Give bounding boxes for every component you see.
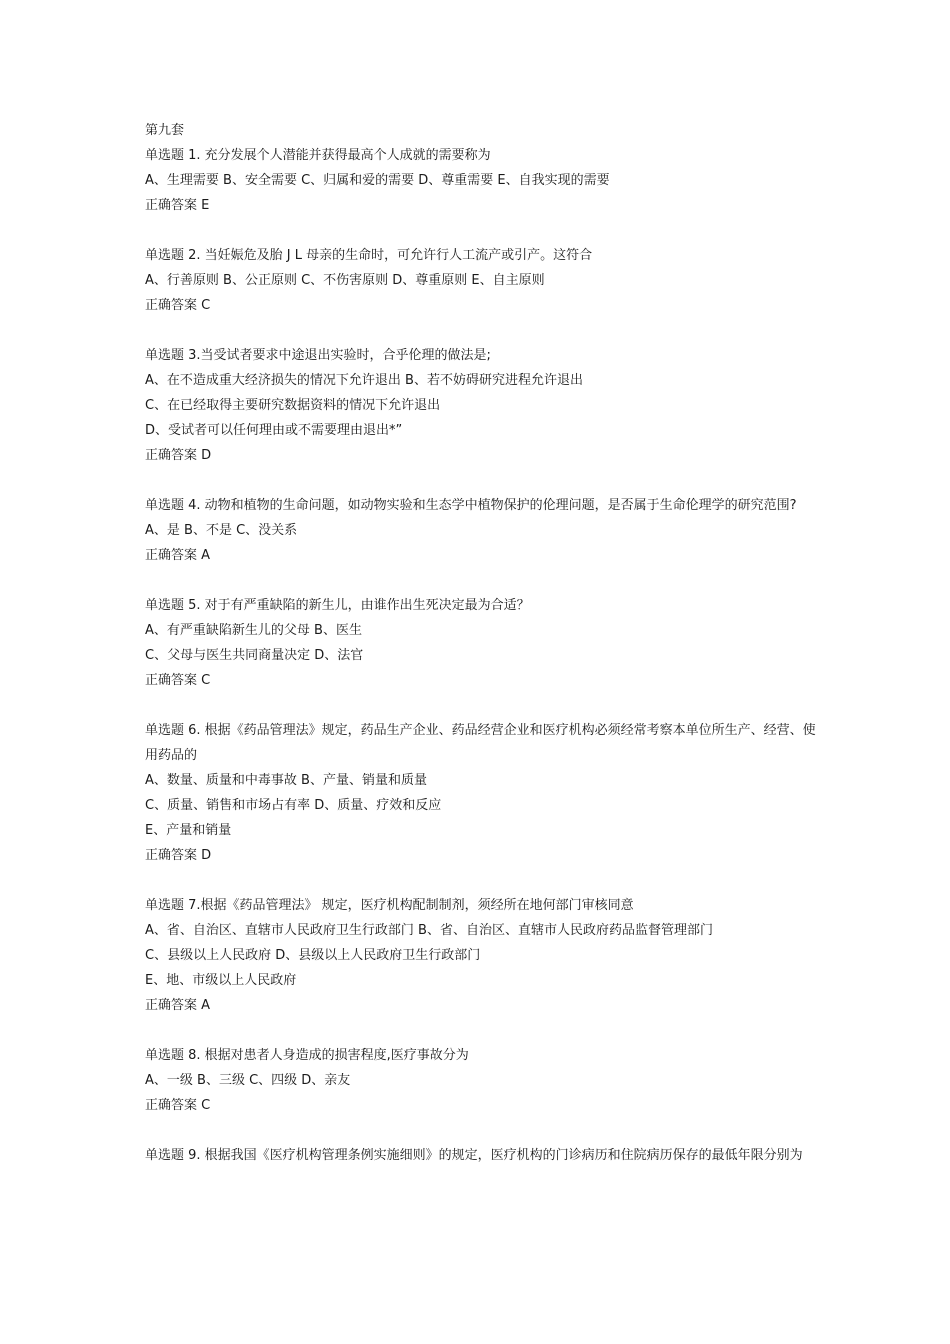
question-options: E、产量和销量: [145, 823, 232, 838]
question-stem: 单选题 8. 根据对患者人身造成的损害程度,医疗事故分为: [145, 1048, 469, 1063]
question-2: [145, 243, 820, 318]
question-stem: 单选题 5. 对于有严重缺陷的新生儿，由谁作出生死决定最为合适？: [145, 598, 530, 613]
question-stem: 单选题 6. 根据《药品管理法》规定，药品生产企业、药品经营企业和医疗机构必须经常考察本单位所生产、经营、使用药品的: [145, 723, 816, 763]
question-answer: 正确答案 E: [145, 198, 210, 213]
question-stem: 单选题 4. 动物和植物的生命问题，如动物实验和生态学中植物保护的伦理问题，是否属于生命伦理学的研究范围?: [145, 498, 797, 513]
question-answer: 正确答案 D: [145, 848, 212, 863]
question-1: [145, 143, 820, 218]
question-options: C、县级以上人民政府 D、县级以上人民政府卫生行政部门: [145, 948, 481, 963]
question-stem: 单选题 7.根据《药品管理法》 规定，医疗机构配制制剂，须经所在地何部门审核同意: [145, 898, 634, 913]
question-options: A、省、自治区、直辖市人民政府卫生行政部门 B、省、自治区、直辖市人民政府药品监督管理部门: [145, 923, 713, 938]
question-options: A、是 B、不是 C、没关系: [145, 523, 298, 538]
question-answer: 正确答案 D: [145, 448, 212, 463]
question-7: [145, 893, 820, 1018]
question-stem: 单选题 1. 充分发展个人潜能并获得最高个人成就的需要称为: [145, 148, 491, 163]
question-options: C、在已经取得主要研究数据资料的情况下允许退出: [145, 398, 441, 413]
question-options: A、有严重缺陷新生儿的父母 B、医生: [145, 623, 362, 638]
question-stem: 单选题 2. 当妊娠危及胎 J L 母亲的生命时，可允许行人工流产或引产。这符合: [145, 248, 593, 263]
question-9: [145, 1143, 820, 1168]
question-answer: 正确答案 C: [145, 673, 211, 688]
question-options: C、质量、销售和市场占有率 D、质量、疗效和反应: [145, 798, 442, 813]
question-options: C、父母与医生共同商量决定 D、法官: [145, 648, 364, 663]
document-content: [145, 118, 820, 1168]
question-8: [145, 1043, 820, 1118]
question-options: A、在不造成重大经济损失的情况下允许退出 B、若不妨碍研究进程允许退出: [145, 373, 583, 388]
question-stem: 单选题 9. 根据我国《医疗机构管理条例实施细则》的规定，医疗机构的门诊病历和住院病历保存的最低年限分别为: [145, 1148, 803, 1163]
question-5: [145, 593, 820, 693]
question-3: [145, 343, 820, 468]
question-options: A、数量、质量和中毒事故 B、产量、销量和质量: [145, 773, 427, 788]
question-options: A、行善原则 B、公正原则 C、不伤害原则 D、尊重原则 E、自主原则: [145, 273, 545, 288]
question-stem: 单选题 3.当受试者要求中途退出实验时，合乎伦理的做法是;: [145, 348, 491, 363]
question-6: [145, 718, 820, 868]
question-answer: 正确答案 A: [145, 998, 211, 1013]
question-answer: 正确答案 A: [145, 548, 211, 563]
question-answer: 正确答案 C: [145, 298, 211, 313]
question-options: A、一级 B、三级 C、四级 D、亲友: [145, 1073, 351, 1088]
question-options: E、地、市级以上人民政府: [145, 973, 297, 988]
question-options: D、受试者可以任何理由或不需要理由退出*”: [145, 423, 403, 438]
question-options: A、生理需要 B、安全需要 C、归属和爱的需要 D、尊重需要 E、自我实现的需要: [145, 173, 610, 188]
document-title: 第九套: [145, 123, 185, 138]
question-answer: 正确答案 C: [145, 1098, 211, 1113]
question-4: [145, 493, 820, 568]
